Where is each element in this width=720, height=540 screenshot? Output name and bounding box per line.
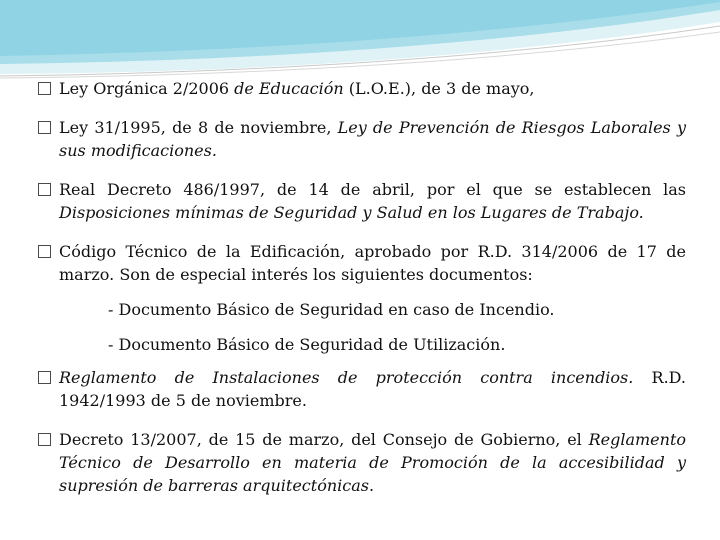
sub-list-item: - Documento Básico de Seguridad de Utilización. bbox=[108, 335, 506, 354]
item-text bbox=[59, 366, 686, 412]
checkbox-bullet-icon bbox=[38, 371, 51, 384]
text-segment-italic: Disposiciones mínimas de Seguridad y Salud en los Lugares de Trabajo. bbox=[59, 203, 644, 222]
checkbox-bullet-icon bbox=[38, 82, 51, 95]
list-item bbox=[38, 240, 686, 286]
checkbox-bullet-icon bbox=[38, 121, 51, 134]
text-segment: Ley Orgánica 2/2006 bbox=[59, 79, 235, 98]
list-item bbox=[38, 366, 686, 412]
list-item bbox=[38, 77, 686, 100]
text-segment: Decreto 13/2007, de 15 de marzo, del Consejo de Gobierno, el bbox=[59, 430, 589, 449]
text-segment: Ley 31/1995, de 8 de noviembre, bbox=[59, 118, 338, 137]
sub-list-item: - Documento Básico de Seguridad en caso de Incendio. bbox=[108, 300, 555, 319]
text-segment: Código Técnico de la Edificación, aprobado por R.D. 314/2006 de 17 de marzo. Son de especial interés los siguientes documentos: bbox=[59, 242, 686, 284]
item-text bbox=[59, 428, 686, 497]
text-segment-italic: Reglamento de Instalaciones de protección contra incendios. bbox=[59, 368, 634, 387]
text-segment: Real Decreto 486/1997, de 14 de abril, por el que se establecen las bbox=[59, 180, 686, 199]
item-text bbox=[59, 240, 686, 286]
legislation-list bbox=[38, 77, 686, 497]
item-text bbox=[59, 178, 686, 224]
text-segment: (L.O.E.), de 3 de mayo, bbox=[343, 79, 535, 98]
item-text bbox=[59, 77, 686, 100]
text-segment: R.D. 1942/1993 de 5 de noviembre. bbox=[59, 368, 687, 410]
checkbox-bullet-icon bbox=[38, 183, 51, 196]
checkbox-bullet-icon bbox=[38, 245, 51, 258]
text-segment-italic: Ley de Prevención de Riesgos Laborales y sus modificaciones. bbox=[59, 118, 687, 160]
list-item bbox=[38, 116, 686, 162]
list-item bbox=[38, 428, 686, 497]
header-wave-decoration bbox=[0, 0, 720, 80]
checkbox-bullet-icon bbox=[38, 433, 51, 446]
item-text bbox=[59, 116, 686, 162]
text-segment-italic: de Educación bbox=[234, 79, 344, 98]
text-segment-italic: Reglamento Técnico de Desarrollo en materia de Promoción de la accesibilidad y supresión de barreras arquitectónicas. bbox=[59, 430, 686, 495]
list-item bbox=[38, 178, 686, 224]
